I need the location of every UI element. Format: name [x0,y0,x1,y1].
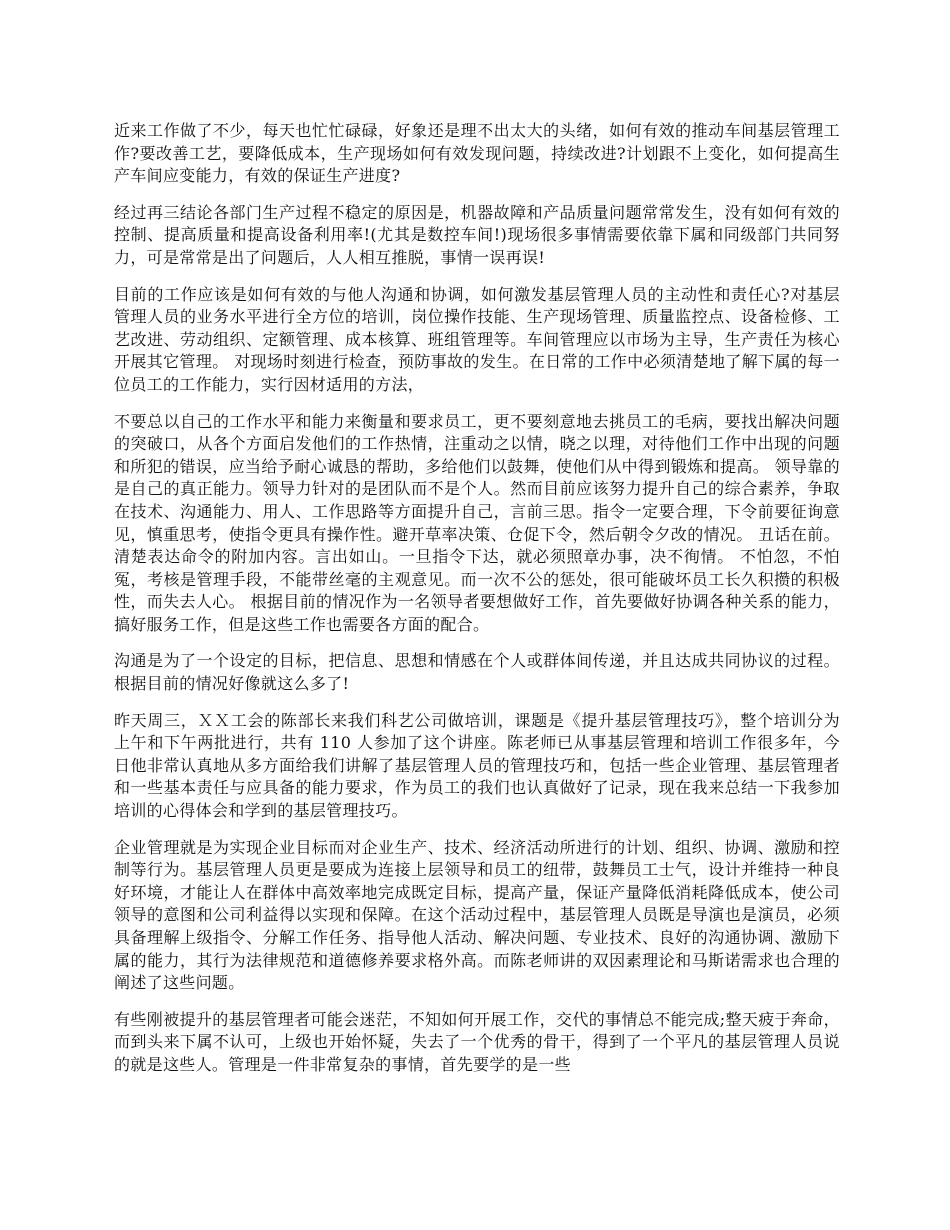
paragraph-4: 不要总以自己的工作水平和能力来衡量和要求员工，更不要刻意地去挑员工的毛病，要找出解决问题的突破口，从各个方面启发他们的工作热情，注重动之以情，晓之以理，对待他们工作中出现的问题和所犯的错误，应当给予耐心诚恳的帮助，多给他们以鼓舞，使他们从中得到锻炼和提高。 领导靠的是自己的真正能力。领导力针对的是团队而不是个人。然而目前应该努力提升自己的综合素养，争取在技术、沟通能力、用人、工作思路等方面提升自己，言前三思。指令一定要合理，下令前要征询意见，慎重思考，使指令更具有操作性。避开草率决策、仓促下令，然后朝令夕改的情况。 丑话在前。清楚表达命令的附加内容。言出如山。一旦指令下达，就必须照章办事，决不徇情。 不怕忽，不怕冤，考核是管理手段，不能带丝毫的主观意见。而一次不公的惩处，很可能破坏员工长久积攒的积极性，而失去人心。 根据目前的情况作为一名领导者要想做好工作，首先要做好协调各种关系的能力，搞好服务工作，但是这些工作也需要各方面的配合。 [114,411,840,634]
paragraph-7: 企业管理就是为实现企业目标而对企业生产、技术、经济活动所进行的计划、组织、协调、激励和控制等行为。基层管理人员更是要成为连接上层领导和员工的纽带，鼓舞员工士气，设计并维持一种良好环境，才能让人在群体中高效率地完成既定目标，提高产量，保证产量降低消耗降低成本，使公司领导的意图和公司利益得以实现和保障。在这个活动过程中，基层管理人员既是导演也是演员，必须具备理解上级指令、分解工作任务、指导他人活动、解决问题、专业技术、良好的沟通协调、激励下属的能力，其行为法律规范和道德修养要求格外高。而陈老师讲的双因素理论和马斯诺需求也合理的阐述了这些问题。 [114,837,840,993]
paragraph-2: 经过再三结论各部门生产过程不稳定的原因是，机器故障和产品质量问题常常发生，没有如何有效的控制、提高质量和提高设备利用率!(尤其是数控车间!)现场很多事情需要依靠下属和同级部门共同努力，可是常常是出了问题后，人人相互推脱，事情一误再误! [114,202,840,267]
document-body [114,120,840,1091]
paragraph-8: 有些刚被提升的基层管理者可能会迷茫，不知如何开展工作，交代的事情总不能完成;整天疲于奔命，而到头来下属不认可，上级也开始怀疑，失去了一个优秀的骨干，得到了一个平凡的基层管理人员说的就是这些人。管理是一件非常复杂的事情，首先要学的是一些 [114,1009,840,1074]
paragraph-1: 近来工作做了不少，每天也忙忙碌碌，好象还是理不出太大的头绪，如何有效的推动车间基层管理工作?要改善工艺，要降低成本，生产现场如何有效发现问题，持续改进?计划跟不上变化，如何提高生产车间应变能力，有效的保证生产进度? [114,121,840,186]
paragraph-6: 昨天周三，ＸＸ工会的陈部长来我们科艺公司做培训，课题是《提升基层管理技巧》，整个培训分为上午和下午两批进行，共有 110 人参加了这个讲座。陈老师已从事基层管理和培训工作很多年，今日他非常认真地从多方面给我们讲解了基层管理人员的管理技巧和，包括一些企业管理、基层管理者和一些基本责任与应具备的能力要求，作为员工的我们也认真做好了记录，现在我来总结一下我参加培训的心得体会和学到的基层管理技巧。 [114,710,840,821]
paragraph-5: 沟通是为了一个设定的目标，把信息、思想和情感在个人或群体间传递，并且达成共同协议的过程。根据目前的情况好像就这么多了! [114,651,840,694]
paragraph-3: 目前的工作应该是如何有效的与他人沟通和协调，如何激发基层管理人员的主动性和责任心?对基层管理人员的业务水平进行全方位的培训，岗位操作技能、生产现场管理、质量监控点、设备检修、工艺改进、劳动组织、定额管理、成本核算、班组管理等。车间管理应以市场为主导，生产责任为核心开展其它管理。 对现场时刻进行检查，预防事故的发生。在日常的工作中必须清楚地了解下属的每一位员工的工作能力，实行因材适用的方法， [114,284,840,394]
